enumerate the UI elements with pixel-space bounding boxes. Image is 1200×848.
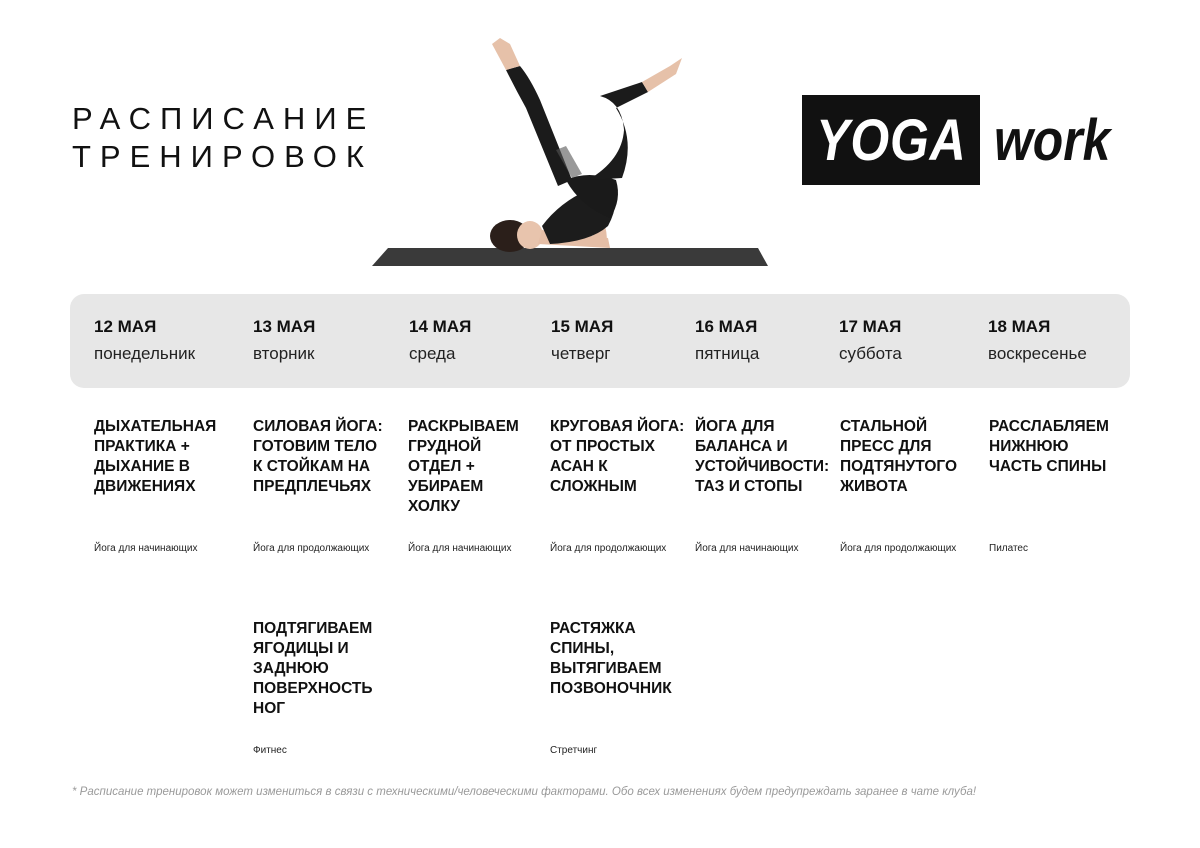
day-weekday: суббота — [839, 344, 902, 363]
class-title: РАССЛАБЛЯЕМ НИЖНЮЮ ЧАСТЬ СПИНЫ — [989, 418, 1109, 475]
class-card — [550, 417, 684, 497]
brand-logo-box — [802, 95, 980, 185]
class-card — [695, 417, 829, 497]
brand-logo-yoga: YOGA — [815, 107, 967, 173]
page-title-line-1: РАСПИСАНИЕ — [72, 101, 376, 136]
schedule-footnote: * Расписание тренировок может измениться в связи с техническими/человеческими факторами. Обо всех изменениях будем предупреждать заранее в чате клуба! — [72, 786, 977, 798]
day-weekday: четверг — [551, 344, 611, 363]
yoga-pose-icon — [360, 30, 780, 270]
class-card — [408, 417, 519, 517]
day-date: 15 МАЯ — [551, 317, 614, 336]
leg-right — [588, 82, 648, 180]
foot-left — [492, 38, 520, 70]
day-sunday — [988, 316, 1087, 365]
class-card — [550, 619, 672, 699]
day-date: 12 МАЯ — [94, 317, 157, 336]
class-type: Йога для начинающих — [408, 543, 512, 554]
day-date: 17 МАЯ — [839, 317, 902, 336]
class-type: Стретчинг — [550, 745, 598, 756]
day-date: 18 МАЯ — [988, 317, 1051, 336]
day-weekday: пятница — [695, 344, 760, 363]
day-weekday: воскресенье — [988, 344, 1087, 363]
day-monday — [94, 316, 195, 365]
day-friday — [695, 316, 759, 365]
day-wednesday — [409, 316, 471, 365]
day-weekday: среда — [409, 344, 456, 363]
day-weekday: понедельник — [94, 344, 196, 363]
class-type: Йога для продолжающих — [840, 543, 957, 554]
class-title: РАСТЯЖКА СПИНЫ, ВЫТЯГИВАЕМ ПОЗВОНОЧНИК — [550, 620, 672, 697]
class-type: Йога для продолжающих — [550, 543, 667, 554]
class-card — [253, 619, 372, 719]
class-type: Пилатес — [989, 543, 1028, 554]
page-title — [72, 100, 375, 176]
class-card — [94, 417, 216, 497]
class-type: Йога для продолжающих — [253, 543, 370, 554]
class-title: РАСКРЫВАЕМ ГРУДНОЙ ОТДЕЛ + УБИРАЕМ ХОЛКУ — [408, 418, 519, 515]
brand-logo-work: work — [994, 107, 1111, 173]
class-title: ЙОГА ДЛЯ БАЛАНСА И УСТОЙЧИВОСТИ: ТАЗ И СТОПЫ — [695, 418, 830, 495]
yoga-pose-illustration — [360, 30, 780, 270]
day-date: 16 МАЯ — [695, 317, 758, 336]
leg-left — [506, 66, 572, 186]
class-title: СТАЛЬНОЙ ПРЕСС ДЛЯ ПОДТЯНУТОГО ЖИВОТА — [840, 418, 958, 495]
foot-right — [642, 58, 682, 92]
class-title: КРУГОВАЯ ЙОГА: ОТ ПРОСТЫХ АСАН К СЛОЖНЫМ — [550, 418, 685, 495]
class-type: Йога для начинающих — [94, 543, 198, 554]
class-title: ДЫХАТЕЛЬНАЯ ПРАКТИКА + ДЫХАНИЕ В ДВИЖЕНИЯХ — [94, 418, 217, 495]
class-title: СИЛОВАЯ ЙОГА: ГОТОВИМ ТЕЛО К СТОЙКАМ НА ПРЕДПЛЕЧЬЯХ — [253, 418, 383, 495]
brand-logo — [802, 95, 1129, 185]
class-type: Фитнес — [253, 745, 287, 756]
class-card — [253, 417, 383, 497]
face — [517, 221, 543, 249]
class-card — [840, 417, 957, 497]
day-date: 14 МАЯ — [409, 317, 472, 336]
day-saturday — [839, 316, 902, 365]
class-card — [989, 417, 1109, 477]
day-thursday — [551, 316, 613, 365]
days-header — [70, 294, 1130, 388]
class-title: ПОДТЯГИВАЕМ ЯГОДИЦЫ И ЗАДНЮЮ ПОВЕРХНОСТЬ НОГ — [253, 620, 373, 717]
page-title-line-2: ТРЕНИРОВОК — [72, 139, 373, 174]
day-date: 13 МАЯ — [253, 317, 316, 336]
class-type: Йога для начинающих — [695, 543, 799, 554]
day-tuesday — [253, 316, 315, 365]
yoga-mat — [372, 248, 768, 266]
day-weekday: вторник — [253, 344, 315, 363]
